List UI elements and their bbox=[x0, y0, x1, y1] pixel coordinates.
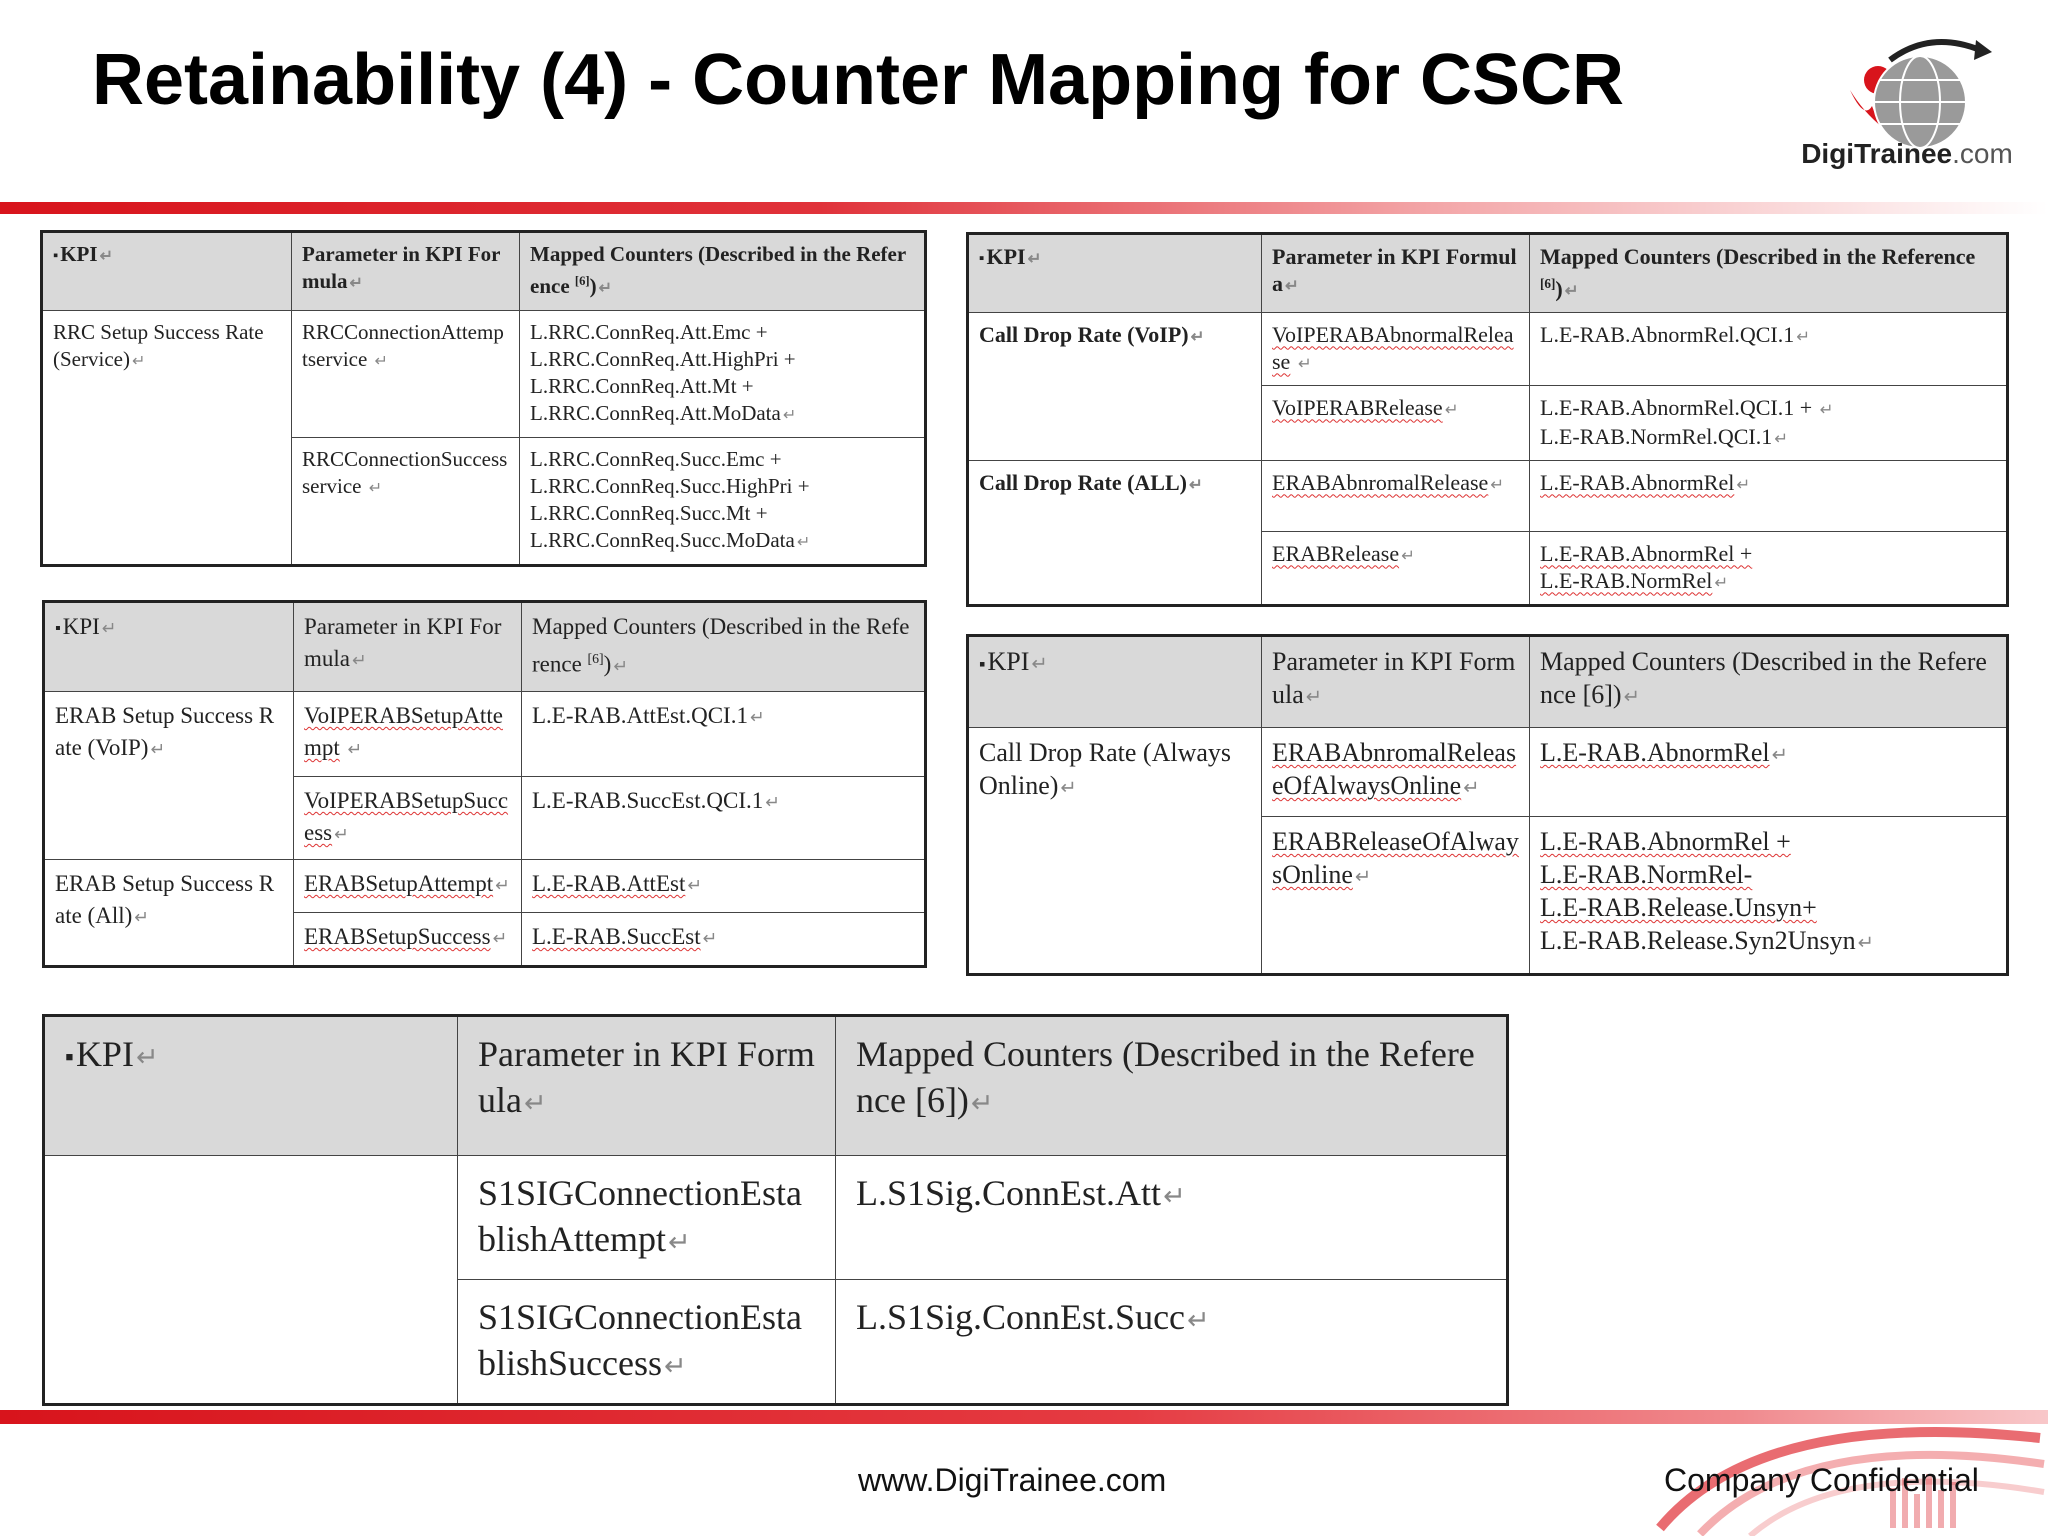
counter-line: L.RRC.ConnReq.Succ.Mt + bbox=[530, 501, 768, 525]
logo-wordmark: DigiTrainee.com bbox=[1801, 138, 2013, 169]
param-cell: RRCConnectionSuccessservice ↵ bbox=[292, 438, 520, 566]
table-row bbox=[44, 1156, 1508, 1280]
footer-url: www.DigiTrainee.com bbox=[858, 1462, 1167, 1498]
table-row bbox=[968, 461, 2008, 532]
counters-cell bbox=[1530, 532, 2008, 606]
counter-line: L.E-RAB.Release.Syn2Unsyn ↵ bbox=[1540, 926, 1874, 955]
header-counters: Mapped Counters (Described in the Reference [6])↵ bbox=[836, 1016, 1508, 1156]
counter-line: L.RRC.ConnReq.Att.Mt + bbox=[530, 374, 754, 398]
header-param: Parameter in KPI Formula ↵ bbox=[1262, 636, 1530, 728]
kpi-cell: RRC Setup Success Rate (Service) ↵ bbox=[42, 311, 292, 566]
counters-cell: L.E-RAB.AbnormRel.QCI.1 ↵ bbox=[1530, 313, 2008, 386]
param-cell: VoIPERABRelease ↵ bbox=[1262, 386, 1530, 461]
header-counters: Mapped Counters (Described in the Reference [6]) ↵ bbox=[522, 602, 926, 692]
param-cell: VoIPERABSetupSuccess ↵ bbox=[294, 777, 522, 860]
counter-line: L.E-RAB.NormRel ↵ bbox=[1540, 568, 1729, 594]
counter-line: L.RRC.ConnReq.Succ.MoData ↵ bbox=[530, 528, 811, 552]
counter-line: L.E-RAB.AbnormRel + bbox=[1540, 541, 1753, 567]
table-row bbox=[968, 313, 2008, 386]
kpi-cell: ERAB Setup Success Rate (All) ↵ bbox=[44, 860, 294, 967]
counter-line: L.RRC.ConnReq.Att.HighPri + bbox=[530, 347, 796, 371]
param-cell: ERABRelease ↵ bbox=[1262, 532, 1530, 606]
counters-cell: L.E-RAB.AttEst ↵ bbox=[522, 860, 926, 913]
table-rrc-setup bbox=[40, 230, 927, 567]
table-call-drop-always-online bbox=[966, 634, 2009, 976]
table-header-row bbox=[44, 1016, 1508, 1156]
counters-cell: L.S1Sig.ConnEst.Att↵ bbox=[836, 1156, 1508, 1280]
counters-cell bbox=[1530, 817, 2008, 975]
table-header-row bbox=[968, 636, 2008, 728]
param-cell: S1SIGConnectionEstablishSuccess↵ bbox=[458, 1280, 836, 1405]
counter-line: L.E-RAB.NormRel.QCI.1 ↵ bbox=[1540, 424, 1789, 450]
footer-confidential: Company Confidential bbox=[1664, 1462, 1979, 1498]
table-header-row bbox=[44, 602, 926, 692]
param-cell: RRCConnectionAttemptservice ↵ bbox=[292, 311, 520, 438]
param-cell: ERABAbnromalRelease ↵ bbox=[1262, 461, 1530, 532]
param-cell: ERABSetupAttempt ↵ bbox=[294, 860, 522, 913]
header-param: Parameter in KPI Formula ↵ bbox=[292, 232, 520, 311]
counters-cell: L.E-RAB.AttEst.QCI.1 ↵ bbox=[522, 692, 926, 777]
counter-line: L.E-RAB.AbnormRel + bbox=[1540, 827, 1791, 856]
counter-line: L.E-RAB.NormRel- bbox=[1540, 860, 1753, 889]
header-kpi: ▪KPI ↵ bbox=[968, 636, 1262, 728]
counters-cell: L.E-RAB.SuccEst.QCI.1 ↵ bbox=[522, 777, 926, 860]
param-cell: VoIPERABSetupAttempt ↵ bbox=[294, 692, 522, 777]
kpi-cell: Call Drop Rate (Always Online) ↵ bbox=[968, 728, 1262, 975]
header-param: Parameter in KPI Formula ↵ bbox=[1262, 234, 1530, 313]
kpi-cell: Call Drop Rate (VoIP) ↵ bbox=[968, 313, 1262, 461]
counter-line: L.RRC.ConnReq.Succ.HighPri + bbox=[530, 474, 810, 498]
counters-cell bbox=[520, 438, 926, 566]
kpi-cell: Call Drop Rate (ALL) ↵ bbox=[968, 461, 1262, 606]
header-counters: Mapped Counters (Described in the Reference [6]) ↵ bbox=[1530, 234, 2008, 313]
top-accent-bar bbox=[0, 202, 2048, 214]
header-counters: Mapped Counters (Described in the Reference [6]) ↵ bbox=[520, 232, 926, 311]
table-header-row bbox=[42, 232, 926, 311]
param-cell: S1SIGConnectionEstablishAttempt↵ bbox=[458, 1156, 836, 1280]
header-kpi: ▪KPI↵ bbox=[44, 1016, 458, 1156]
counters-cell: L.E-RAB.SuccEst ↵ bbox=[522, 913, 926, 967]
param-cell: VoIPERABAbnormalRelease ↵ bbox=[1262, 313, 1530, 386]
counter-line: L.RRC.ConnReq.Att.Emc + bbox=[530, 320, 768, 344]
counters-cell: L.E-RAB.AbnormRel ↵ bbox=[1530, 728, 2008, 817]
kpi-cell bbox=[44, 1156, 458, 1405]
table-call-drop-rate bbox=[966, 232, 2009, 607]
table-row bbox=[44, 860, 926, 913]
table-row bbox=[44, 692, 926, 777]
header-counters: Mapped Counters (Described in the Reference [6]) ↵ bbox=[1530, 636, 2008, 728]
counter-line: L.E-RAB.AbnormRel.QCI.1 + ↵ bbox=[1540, 395, 1834, 421]
param-cell: ERABReleaseOfAlwaysOnline ↵ bbox=[1262, 817, 1530, 975]
counters-cell bbox=[520, 311, 926, 438]
header-kpi: ▪KPI ↵ bbox=[44, 602, 294, 692]
header-kpi: ▪KPI ↵ bbox=[42, 232, 292, 311]
table-row bbox=[968, 728, 2008, 817]
param-cell: ERABSetupSuccess ↵ bbox=[294, 913, 522, 967]
counters-cell: L.E-RAB.AbnormRel ↵ bbox=[1530, 461, 2008, 532]
counter-line: L.E-RAB.Release.Unsyn+ bbox=[1540, 893, 1817, 922]
header-param: Parameter in KPI Formula↵ bbox=[458, 1016, 836, 1156]
counter-line: L.RRC.ConnReq.Succ.Emc + bbox=[530, 447, 782, 471]
counters-cell bbox=[1530, 386, 2008, 461]
header-param: Parameter in KPI Formula ↵ bbox=[294, 602, 522, 692]
header-kpi: ▪KPI ↵ bbox=[968, 234, 1262, 313]
param-cell: ERABAbnromalReleaseOfAlwaysOnline ↵ bbox=[1262, 728, 1530, 817]
counter-line: L.RRC.ConnReq.Att.MoData ↵ bbox=[530, 401, 797, 425]
table-header-row bbox=[968, 234, 2008, 313]
kpi-cell: ERAB Setup Success Rate (VoIP) ↵ bbox=[44, 692, 294, 860]
table-row bbox=[42, 311, 926, 438]
table-s1-signaling bbox=[42, 1014, 1509, 1406]
slide-title: Retainability (4) - Counter Mapping for CSCR bbox=[92, 40, 1625, 120]
table-erab-setup bbox=[42, 600, 927, 968]
counters-cell: L.S1Sig.ConnEst.Succ↵ bbox=[836, 1280, 1508, 1405]
